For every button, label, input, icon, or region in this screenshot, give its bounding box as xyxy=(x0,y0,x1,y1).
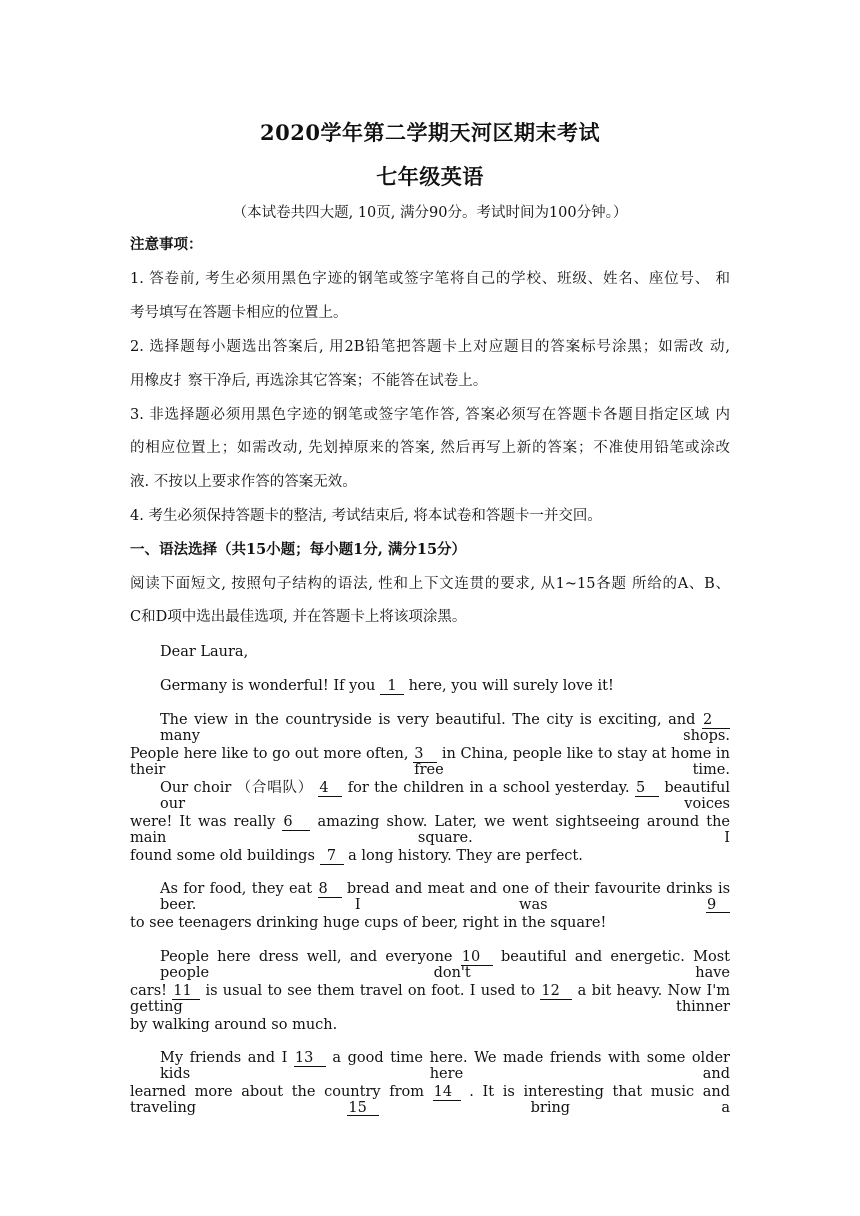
letter-text: many shops. xyxy=(160,727,730,744)
letter-line xyxy=(160,882,730,913)
notice-line: 用橡皮扌察干净后, 再选涂其它答案；不能答在试卷上。 xyxy=(130,373,488,389)
notice-line: 2. 选择题每小题选出答案后, 用2B铅笔把答题卡上对应题目的答案标号涂黑；如需改 动, xyxy=(130,339,730,355)
letter-text: Our choir （合唱队） xyxy=(160,780,313,796)
notice-line: 考号填写在答题卡相应的位置上。 xyxy=(130,305,348,321)
letter-text: for the children in a school yesterday. xyxy=(347,780,630,796)
exam-note: （本试卷共四大题, 10页, 满分90分。考试时间为100分钟。） xyxy=(232,205,628,221)
blank-2: 2 xyxy=(702,713,730,729)
letter-line xyxy=(160,1051,730,1081)
letter-line xyxy=(160,781,730,811)
letter-text: My friends and I xyxy=(160,1050,288,1066)
section-heading: 一、语法选择（共15小题；每小题1分, 满分15分） xyxy=(130,541,467,558)
blank-3: 3 xyxy=(413,747,437,763)
letter-text: here, you will surely love it! xyxy=(408,678,614,694)
blank-6: 6 xyxy=(282,815,310,831)
notice-line: 的相应位置上；如需改动, 先划掉原来的答案, 然后再写上新的答案；不准使用铅笔或涂改 xyxy=(130,440,730,456)
blank-4: 4 xyxy=(318,781,342,797)
letter-text: bread and meat and one of their favourite drinks is beer. I was xyxy=(160,881,731,913)
letter-greeting: Dear Laura, xyxy=(160,644,249,660)
letter-line xyxy=(130,1085,730,1116)
exam-subtitle: 七年级英语 xyxy=(376,164,484,189)
letter-line xyxy=(160,679,614,695)
letter-line xyxy=(130,815,730,845)
section-instruction: C和D项中选出最佳选项, 并在答题卡上将该项涂黑。 xyxy=(130,609,467,625)
letter-text: amazing show. Later, we went sightseeing around the main square. I xyxy=(130,814,731,846)
section-instruction: 阅读下面短文, 按照句子结构的语法, 性和上下文连贯的要求, 从1~15各题 所给的A、B、 xyxy=(130,576,730,592)
notice-line: 液. 不按以上要求作答的答案无效。 xyxy=(130,474,357,490)
letter-text: cars! xyxy=(130,983,167,999)
blank-1: 1 xyxy=(380,679,404,695)
notice-line: 1. 答卷前, 考生必须用黑色字迹的钢笔或签字笔将自己的学校、班级、姓名、座位号、 和 xyxy=(130,271,730,287)
exam-title: 2020学年第二学期天河区期末考试 xyxy=(260,120,600,145)
letter-line xyxy=(130,984,730,1014)
letter-text: a good time here. We made friends with some older kids here and xyxy=(160,1050,730,1082)
letter-text: learned more about the country from xyxy=(130,1084,425,1100)
notice-line: 3. 非选择题必须用黑色字迹的钢笔或签字笔作答, 答案必须写在答题卡各题目指定区域 内 xyxy=(130,407,730,423)
letter-text: were! It was really xyxy=(130,814,276,830)
letter-line xyxy=(130,849,583,865)
blank-13: 13 xyxy=(294,1051,326,1067)
notice-line: 4. 考生必须保持答题卡的整洁, 考试结束后, 将本试卷和答题卡一并交回。 xyxy=(130,508,602,524)
blank-8: 8 xyxy=(318,882,342,898)
letter-text: a long history. They are perfect. xyxy=(348,848,583,864)
letter-line xyxy=(130,747,730,777)
letter-text: bring a xyxy=(530,1099,730,1116)
letter-text: in China, people like to stay at home in their free time. xyxy=(130,746,731,778)
blank-9: 9 xyxy=(706,898,730,914)
letter-text: . It is interesting that music and traveling xyxy=(130,1084,730,1116)
letter-text: beautiful our voices xyxy=(160,780,730,812)
blank-10: 10 xyxy=(461,950,493,966)
blank-14: 14 xyxy=(433,1085,461,1101)
blank-7: 7 xyxy=(320,849,344,865)
blank-11: 11 xyxy=(172,984,200,1000)
letter-text: found some old buildings xyxy=(130,848,315,864)
letter-text: As for food, they eat xyxy=(160,881,313,897)
letter-text: Germany is wonderful! If you xyxy=(160,678,376,694)
letter-line xyxy=(160,713,730,743)
blank-5: 5 xyxy=(635,781,659,797)
blank-12: 12 xyxy=(540,984,572,1000)
letter-text: The view in the countryside is very beautiful. The city is exciting, and xyxy=(160,712,696,728)
letter-text: is usual to see them travel on foot. I used to xyxy=(205,983,536,999)
blank-15: 15 xyxy=(347,1101,379,1117)
letter-text: People here dress well, and everyone xyxy=(160,949,453,965)
letter-text: a bit heavy. Now I'm getting thinner xyxy=(130,983,730,1015)
letter-line: to see teenagers drinking huge cups of beer, right in the square! xyxy=(130,915,607,931)
letter-text: beautiful and energetic. Most people don't have xyxy=(160,949,730,981)
letter-line: by walking around so much. xyxy=(130,1017,338,1033)
notice-heading: 注意事项： xyxy=(130,236,203,253)
letter-line xyxy=(160,950,730,980)
letter-text: People here like to go out more often, xyxy=(130,746,409,762)
